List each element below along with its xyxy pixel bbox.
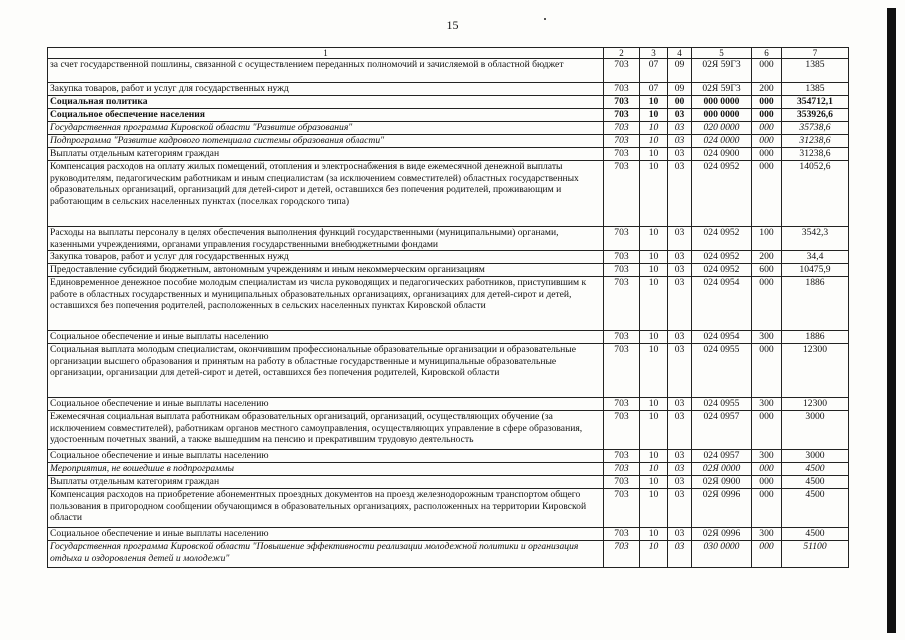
amount-cell: 1385 (782, 83, 849, 96)
section-cell: 10 (640, 251, 668, 264)
target-code-cell: 02Я 59Г3 (692, 83, 752, 96)
table-row (48, 528, 849, 541)
code-cell: 703 (604, 277, 640, 331)
budget-table (47, 47, 849, 568)
row-name-cell: за счет государственной пошлины, связанной с осуществлением переданных полномочий и зачисляемой в областной бюджет (48, 59, 604, 83)
expense-type-cell: 300 (752, 398, 782, 411)
target-code-cell: 024 0957 (692, 411, 752, 450)
expense-type-cell: 000 (752, 122, 782, 135)
expense-type-cell: 300 (752, 528, 782, 541)
subsection-cell: 03 (668, 135, 692, 148)
section-cell: 10 (640, 135, 668, 148)
target-code-cell: 02Я 0996 (692, 489, 752, 528)
target-code-cell: 024 0952 (692, 161, 752, 227)
table-row (48, 331, 849, 344)
amount-cell: 4500 (782, 528, 849, 541)
expense-type-cell: 000 (752, 411, 782, 450)
row-name-cell: Выплаты отдельным категориям граждан (48, 148, 604, 161)
target-code-cell: 024 0955 (692, 398, 752, 411)
table-row (48, 96, 849, 109)
code-cell: 703 (604, 227, 640, 251)
subsection-cell: 03 (668, 528, 692, 541)
code-cell: 703 (604, 476, 640, 489)
code-cell: 703 (604, 83, 640, 96)
amount-cell: 4500 (782, 476, 849, 489)
code-cell: 703 (604, 489, 640, 528)
table-row (48, 411, 849, 450)
code-cell: 703 (604, 264, 640, 277)
section-cell: 10 (640, 411, 668, 450)
row-name-cell: Социальное обеспечение населения (48, 109, 604, 122)
expense-type-cell: 000 (752, 489, 782, 528)
target-code-cell: 024 0000 (692, 135, 752, 148)
subsection-cell: 03 (668, 251, 692, 264)
section-cell: 10 (640, 463, 668, 476)
code-cell: 703 (604, 450, 640, 463)
target-code-cell: 02Я 0900 (692, 476, 752, 489)
amount-cell: 35738,6 (782, 122, 849, 135)
code-cell: 703 (604, 463, 640, 476)
header-cell: 6 (752, 48, 782, 59)
expense-type-cell: 000 (752, 277, 782, 331)
table-row (48, 344, 849, 398)
expense-type-cell: 000 (752, 476, 782, 489)
amount-cell: 12300 (782, 398, 849, 411)
amount-cell: 3000 (782, 411, 849, 450)
subsection-cell: 09 (668, 83, 692, 96)
section-cell: 10 (640, 344, 668, 398)
expense-type-cell: 000 (752, 135, 782, 148)
header-cell: 5 (692, 48, 752, 59)
amount-cell: 34,4 (782, 251, 849, 264)
code-cell: 703 (604, 135, 640, 148)
section-cell: 07 (640, 59, 668, 83)
table-row (48, 83, 849, 96)
row-name-cell: Компенсация расходов на оплату жилых помещений, отопления и электроснабжения в виде ежемесячной денежной выплаты руководителям, педагогическим работникам и иным специалистам (за исключением совместителей) областных государственных образовательных организаций, организаций для детей-сирот и детей, оставшихся без попечения родителей, проживающим и работающим в сельских населенных пунктах (поселках городского типа) (48, 161, 604, 227)
subsection-cell: 03 (668, 227, 692, 251)
table-row (48, 122, 849, 135)
table-header-row (48, 48, 849, 59)
row-name-cell: Единовременное денежное пособие молодым специалистам из числа руководящих и педагогических работников, приступившим к работе в областных государственных и муниципальных образовательных организациях, организациях для детей-сирот и детей, оставшихся без попечения родителей, расположенных в сельских населенных пунктах Кировской области (48, 277, 604, 331)
subsection-cell: 03 (668, 109, 692, 122)
expense-type-cell: 000 (752, 59, 782, 83)
table-row (48, 59, 849, 83)
subsection-cell: 09 (668, 59, 692, 83)
section-cell: 10 (640, 122, 668, 135)
table-row (48, 161, 849, 227)
subsection-cell: 03 (668, 331, 692, 344)
amount-cell: 1886 (782, 277, 849, 331)
target-code-cell: 024 0954 (692, 277, 752, 331)
code-cell: 703 (604, 122, 640, 135)
target-code-cell: 030 0000 (692, 541, 752, 568)
table-row (48, 109, 849, 122)
row-name-cell: Ежемесячная социальная выплата работникам образовательных организаций, организаций, осуществляющих обучение (за исключением совместителей), работникам органов местного самоуправления, осуществляющих управление в сфере образования, удостоенным почетных званий, а также вышедшим на пенсию и прекратившим трудовую деятельность (48, 411, 604, 450)
table-row (48, 148, 849, 161)
target-code-cell: 024 0957 (692, 450, 752, 463)
amount-cell: 10475,9 (782, 264, 849, 277)
code-cell: 703 (604, 109, 640, 122)
section-cell: 10 (640, 541, 668, 568)
section-cell: 10 (640, 109, 668, 122)
target-code-cell: 000 0000 (692, 96, 752, 109)
section-cell: 10 (640, 227, 668, 251)
section-cell: 10 (640, 264, 668, 277)
row-name-cell: Компенсация расходов на приобретение абонементных проездных документов на проезд железнодорожным транспортом общего пользования в пригородном сообщении обучающимся в образовательных организациях, расположенных на территории Кировской области (48, 489, 604, 528)
target-code-cell: 024 0900 (692, 148, 752, 161)
header-cell: 3 (640, 48, 668, 59)
section-cell: 10 (640, 489, 668, 528)
code-cell: 703 (604, 344, 640, 398)
section-cell: 10 (640, 476, 668, 489)
table-row (48, 476, 849, 489)
subsection-cell: 03 (668, 398, 692, 411)
expense-type-cell: 600 (752, 264, 782, 277)
table-row (48, 541, 849, 568)
expense-type-cell: 100 (752, 227, 782, 251)
amount-cell: 1886 (782, 331, 849, 344)
target-code-cell: 024 0955 (692, 344, 752, 398)
target-code-cell: 02Я 59Г3 (692, 59, 752, 83)
table-row (48, 463, 849, 476)
section-cell: 10 (640, 398, 668, 411)
expense-type-cell: 200 (752, 251, 782, 264)
expense-type-cell: 000 (752, 463, 782, 476)
subsection-cell: 03 (668, 463, 692, 476)
table-body (48, 48, 849, 568)
table-row (48, 277, 849, 331)
target-code-cell: 024 0954 (692, 331, 752, 344)
row-name-cell: Социальная политика (48, 96, 604, 109)
table-row (48, 227, 849, 251)
table-row (48, 398, 849, 411)
amount-cell: 14052,6 (782, 161, 849, 227)
expense-type-cell: 300 (752, 331, 782, 344)
section-cell: 10 (640, 450, 668, 463)
header-cell: 7 (782, 48, 849, 59)
amount-cell: 31238,6 (782, 135, 849, 148)
header-cell: 1 (48, 48, 604, 59)
expense-type-cell: 000 (752, 109, 782, 122)
amount-cell: 1385 (782, 59, 849, 83)
subsection-cell: 03 (668, 161, 692, 227)
section-cell: 10 (640, 277, 668, 331)
subsection-cell: 03 (668, 411, 692, 450)
expense-type-cell: 000 (752, 161, 782, 227)
row-name-cell: Расходы на выплаты персоналу в целях обеспечения выполнения функций государственными (муниципальными) органами, казенными учреждениями, органами управления государственными внебюджетными фондами (48, 227, 604, 251)
expense-type-cell: 300 (752, 450, 782, 463)
amount-cell: 3542,3 (782, 227, 849, 251)
expense-type-cell: 000 (752, 344, 782, 398)
amount-cell: 3000 (782, 450, 849, 463)
amount-cell: 4500 (782, 489, 849, 528)
row-name-cell: Социальная выплата молодым специалистам, окончившим профессиональные образовательные организации и образовательные организации высшего образования и принятым на работу в областные государственные и муниципальные образовательные организации, организации для детей-сирот и детей, оставшихся без попечения родителей, Кировской области (48, 344, 604, 398)
table-row (48, 135, 849, 148)
code-cell: 703 (604, 161, 640, 227)
target-code-cell: 024 0952 (692, 264, 752, 277)
row-name-cell: Подпрограмма "Развитие кадрового потенциала системы образования области" (48, 135, 604, 148)
amount-cell: 4500 (782, 463, 849, 476)
subsection-cell: 03 (668, 489, 692, 528)
table-row (48, 489, 849, 528)
section-cell: 07 (640, 83, 668, 96)
section-cell: 10 (640, 528, 668, 541)
scan-speck (544, 18, 546, 20)
amount-cell: 31238,6 (782, 148, 849, 161)
scan-edge-bar (887, 8, 896, 633)
target-code-cell: 020 0000 (692, 122, 752, 135)
expense-type-cell: 000 (752, 96, 782, 109)
page-number: 15 (446, 18, 459, 32)
subsection-cell: 03 (668, 122, 692, 135)
expense-type-cell: 000 (752, 148, 782, 161)
subsection-cell: 00 (668, 96, 692, 109)
row-name-cell: Социальное обеспечение и иные выплаты населению (48, 450, 604, 463)
section-cell: 10 (640, 331, 668, 344)
row-name-cell: Государственная программа Кировской области "Повышение эффективности реализации молодежной политики и организация отдыха и оздоровления детей и молодежи" (48, 541, 604, 568)
code-cell: 703 (604, 96, 640, 109)
table-row (48, 450, 849, 463)
subsection-cell: 03 (668, 264, 692, 277)
table-row (48, 251, 849, 264)
amount-cell: 354712,1 (782, 96, 849, 109)
expense-type-cell: 200 (752, 83, 782, 96)
code-cell: 703 (604, 528, 640, 541)
table-row (48, 264, 849, 277)
amount-cell: 353926,6 (782, 109, 849, 122)
code-cell: 703 (604, 411, 640, 450)
row-name-cell: Социальное обеспечение и иные выплаты населению (48, 528, 604, 541)
row-name-cell: Закупка товаров, работ и услуг для государственных нужд (48, 83, 604, 96)
subsection-cell: 03 (668, 541, 692, 568)
section-cell: 10 (640, 148, 668, 161)
row-name-cell: Социальное обеспечение и иные выплаты населению (48, 398, 604, 411)
code-cell: 703 (604, 541, 640, 568)
amount-cell: 12300 (782, 344, 849, 398)
subsection-cell: 03 (668, 148, 692, 161)
row-name-cell: Социальное обеспечение и иные выплаты населению (48, 331, 604, 344)
section-cell: 10 (640, 161, 668, 227)
header-cell: 4 (668, 48, 692, 59)
amount-cell: 51100 (782, 541, 849, 568)
row-name-cell: Государственная программа Кировской области "Развитие образования" (48, 122, 604, 135)
subsection-cell: 03 (668, 277, 692, 331)
subsection-cell: 03 (668, 450, 692, 463)
row-name-cell: Закупка товаров, работ и услуг для государственных нужд (48, 251, 604, 264)
subsection-cell: 03 (668, 344, 692, 398)
target-code-cell: 024 0952 (692, 251, 752, 264)
expense-type-cell: 000 (752, 541, 782, 568)
row-name-cell: Выплаты отдельным категориям граждан (48, 476, 604, 489)
section-cell: 10 (640, 96, 668, 109)
code-cell: 703 (604, 398, 640, 411)
target-code-cell: 02Я 0000 (692, 463, 752, 476)
code-cell: 703 (604, 148, 640, 161)
target-code-cell: 000 0000 (692, 109, 752, 122)
subsection-cell: 03 (668, 476, 692, 489)
code-cell: 703 (604, 59, 640, 83)
row-name-cell: Мероприятия, не вошедшие в подпрограммы (48, 463, 604, 476)
row-name-cell: Предоставление субсидий бюджетным, автономным учреждениям и иным некоммерческим организациям (48, 264, 604, 277)
code-cell: 703 (604, 331, 640, 344)
header-cell: 2 (604, 48, 640, 59)
target-code-cell: 02Я 0996 (692, 528, 752, 541)
target-code-cell: 024 0952 (692, 227, 752, 251)
code-cell: 703 (604, 251, 640, 264)
